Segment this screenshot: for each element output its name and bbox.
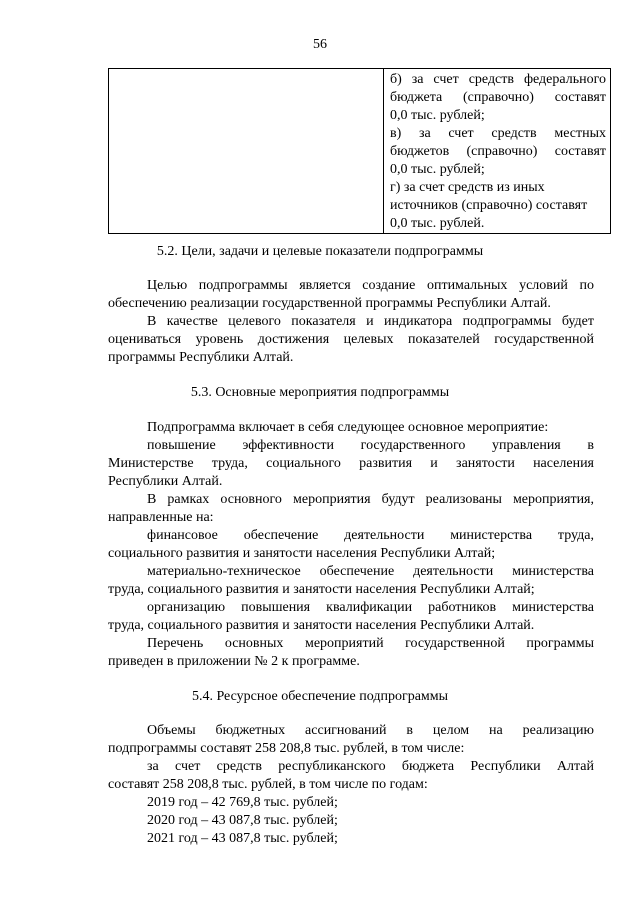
paragraph-line: за счет средств республиканского бюджета Республики Алтай [147, 759, 594, 774]
table-line: источников (справочно) составят [390, 198, 588, 213]
paragraph-line: Перечень основных мероприятий государственной программы [147, 636, 594, 651]
paragraph-line: 2021 год – 43 087,8 тыс. рублей; [147, 831, 338, 846]
table-line: 0,0 тыс. рублей; [390, 162, 485, 177]
table-line: 0,0 тыс. рублей. [390, 216, 485, 231]
paragraph-line: труда, социального развития и занятости населения Республики Алтай. [108, 618, 535, 633]
table-line: бюджетов (справочно) составят [390, 144, 606, 159]
paragraph-line: Республики Алтай. [108, 474, 223, 489]
paragraph-line: 2019 год – 42 769,8 тыс. рублей; [147, 795, 338, 810]
paragraph-line: Объемы бюджетных ассигнований в целом на реализацию [147, 723, 594, 738]
paragraph-line: материально-техническое обеспечение деятельности министерства [147, 564, 594, 579]
page-number: 56 [313, 37, 327, 52]
paragraph-line: обеспечению реализации государственной программы Республики Алтай. [108, 296, 551, 311]
table-right-cell [384, 69, 611, 234]
section-heading-5-4: 5.4. Ресурсное обеспечение подпрограммы [191, 689, 449, 704]
paragraph-line: направленные на: [108, 510, 214, 525]
table-line: в) за счет средств местных [390, 126, 606, 141]
paragraph-line: Министерстве труда, социального развития и занятости населения [108, 456, 594, 471]
table-left-cell [109, 69, 384, 234]
section-heading-5-2: 5.2. Цели, задачи и целевые показатели подпрограммы [156, 244, 484, 259]
table-line: 0,0 тыс. рублей; [390, 108, 485, 123]
paragraph-line: В качестве целевого показателя и индикатора подпрограммы будет [147, 314, 594, 329]
paragraph-line: 2020 год – 43 087,8 тыс. рублей; [147, 813, 338, 828]
paragraph-line: В рамках основного мероприятия будут реализованы мероприятия, [147, 492, 594, 507]
funding-table [108, 68, 611, 234]
paragraph-line: организацию повышения квалификации работников министерства [147, 600, 594, 615]
table-line: г) за счет средств из иных [390, 180, 545, 195]
paragraph-line: труда, социального развития и занятости населения Республики Алтай; [108, 582, 535, 597]
paragraph-line: Целью подпрограммы является создание оптимальных условий по [147, 278, 594, 293]
section-heading-5-3: 5.3. Основные мероприятия подпрограммы [190, 385, 450, 400]
paragraph-line: оцениваться уровень достижения целевых показателей государственной [108, 332, 594, 347]
paragraph-line: Подпрограмма включает в себя следующее основное мероприятие: [147, 420, 549, 435]
table-line: б) за счет средств федерального [390, 72, 606, 87]
paragraph-line: подпрограммы составят 258 208,8 тыс. рублей, в том числе: [108, 741, 465, 756]
paragraph-line: программы Республики Алтай. [108, 350, 294, 365]
paragraph-line: социального развития и занятости населения Республики Алтай; [108, 546, 496, 561]
paragraph-line: составят 258 208,8 тыс. рублей, в том числе по годам: [108, 777, 428, 792]
paragraph-line: финансовое обеспечение деятельности министерства труда, [147, 528, 594, 543]
table-line: бюджета (справочно) составят [390, 90, 606, 105]
paragraph-line: приведен в приложении № 2 к программе. [108, 654, 360, 669]
paragraph-line: повышение эффективности государственного управления в [147, 438, 594, 453]
